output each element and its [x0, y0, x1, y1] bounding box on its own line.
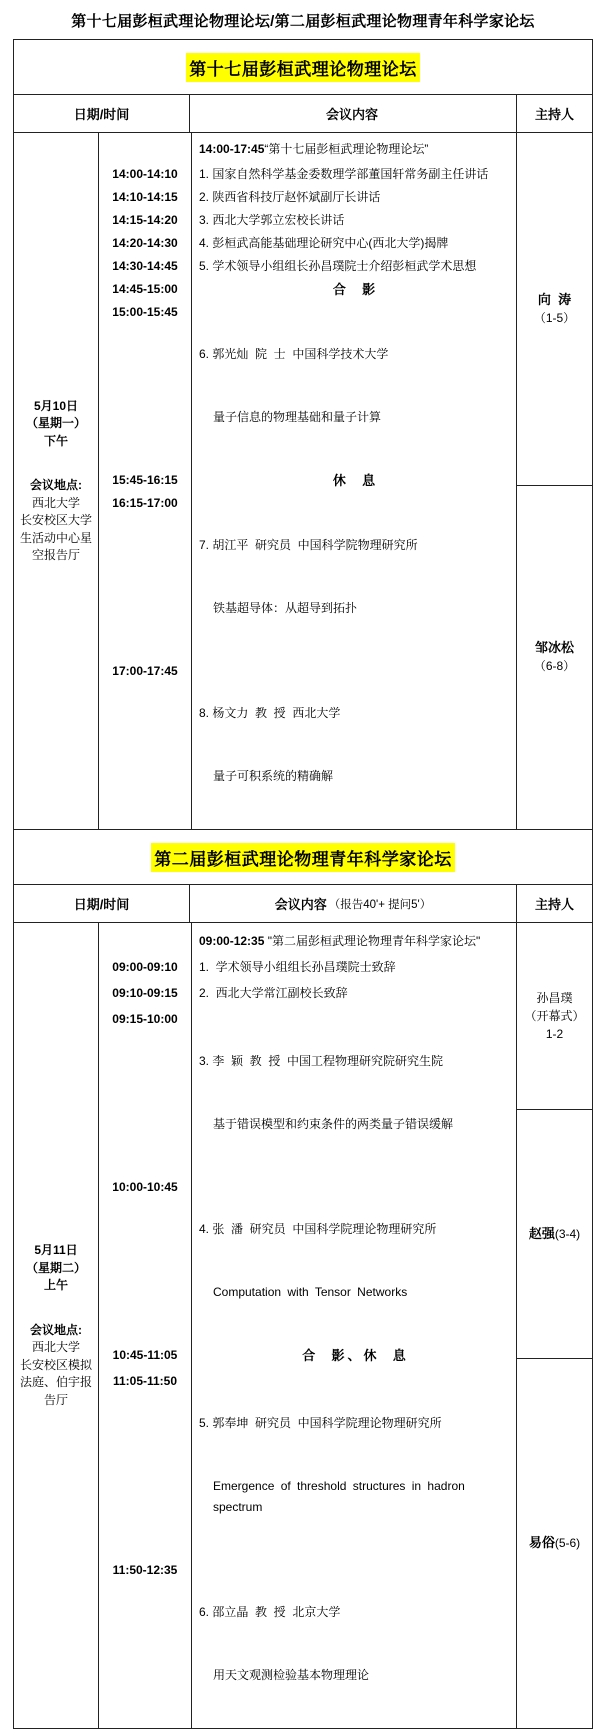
session-content: [191, 493, 516, 661]
moderator-cell: [517, 923, 592, 1109]
session-break-label: 休 息: [332, 473, 379, 488]
session-time: 11:05-11:50: [112, 1374, 178, 1388]
venue-line: 长安校区模拟: [19, 1357, 92, 1372]
session-content: 4. 彭桓武高能基础理论研究中心(西北大学)揭牌: [199, 236, 449, 250]
session-time: 10:00-10:45: [112, 1180, 178, 1194]
speaker-line: 5. 郭奉坤 研究员 中国科学院理论物理研究所: [199, 1416, 442, 1430]
venue-line: 法庭、伯宇报: [19, 1375, 92, 1389]
session-row: [99, 210, 516, 233]
page-title: 第十七届彭桓武理论物理论坛/第二届彭桓武理论物理青年科学家论坛: [71, 13, 535, 30]
moderator-cell: [517, 1109, 592, 1358]
session-span-title: “第十七届彭桓武理论物理论坛”: [264, 142, 429, 156]
session-content: 2. 陕西省科技厅赵怀斌副厅长讲话: [199, 190, 381, 204]
venue-line: 告厅: [43, 1392, 68, 1407]
session-row: [99, 256, 516, 279]
session-span-time: 09:00-12:35: [199, 934, 265, 948]
venue-line: 西北大学: [31, 495, 80, 510]
session-content: [191, 1560, 516, 1728]
speaker-line: 6. 郭光灿 院 士 中国科学技术大学: [199, 347, 389, 361]
section1-moderator-column: [516, 133, 592, 829]
column-header-datetime: 日期/时间: [14, 885, 190, 922]
session-time: 17:00-17:45: [112, 664, 178, 678]
talk-title-line: 铁基超导体：从超导到拓扑: [213, 601, 358, 615]
column-header-content: [190, 885, 517, 922]
talk-title-line: 用天文观测检验基本物理理论: [213, 1668, 370, 1682]
session-break-label: 合 影、休 息: [302, 1348, 409, 1363]
moderator-range: 1-2: [545, 1026, 564, 1041]
schedule-table: [13, 39, 593, 1729]
moderator-name: 易俗: [528, 1535, 555, 1551]
session-row: [99, 1177, 516, 1345]
session-time: 14:30-14:45: [112, 259, 178, 273]
session-date: 5月10日: [33, 398, 79, 413]
session-row: [99, 1009, 516, 1177]
session-content: 1. 国家自然科学基金委数理学部董国轩常务副主任讲话: [199, 167, 489, 181]
venue-line: 长安校区大学: [19, 513, 92, 527]
session-row: [99, 164, 516, 187]
moderator-line: [529, 1225, 580, 1243]
moderator-range: （6-8）: [533, 659, 576, 674]
section2-items: [99, 923, 516, 1728]
column-header-moderator: 主持人: [534, 107, 574, 122]
session-row: [99, 1560, 516, 1728]
session-content: [191, 1177, 516, 1345]
speaker-line: 7. 胡江平 研究员 中国科学院物理研究所: [199, 538, 418, 552]
session-row-break: [99, 1345, 516, 1371]
session-time: 15:00-15:45: [112, 305, 178, 319]
section2-date-cell: [14, 923, 99, 1728]
session-time: 09:00-09:10: [112, 960, 178, 974]
section1-items: [99, 133, 516, 829]
section2-header-row: [14, 885, 592, 923]
session-period: 上午: [43, 1278, 68, 1292]
session-time: 15:45-16:15: [112, 473, 178, 487]
session-time: 14:20-14:30: [112, 236, 178, 250]
venue-label: 会议地点:: [30, 1322, 82, 1337]
speaker-line: 4. 张 潘 研究员 中国科学院理论物理研究所: [199, 1222, 437, 1236]
column-header-content: [190, 95, 517, 132]
venue-line: 空报告厅: [31, 548, 80, 562]
session-row: [99, 139, 516, 164]
section2-moderator-column: [516, 923, 592, 1728]
session-time: 09:10-09:15: [112, 986, 178, 1000]
session-row: [99, 187, 516, 210]
moderator-name: 向 涛: [537, 291, 572, 307]
venue-line: 生活动中心星: [19, 530, 92, 545]
session-content: [191, 661, 516, 829]
column-header-datetime: 日期/时间: [14, 95, 190, 132]
moderator-note: （开幕式）: [524, 1008, 585, 1023]
section2-title: 第二届彭桓武理论物理青年科学家论坛: [151, 843, 455, 872]
session-time: 14:00-14:10: [112, 167, 178, 181]
venue-line: 西北大学: [31, 1340, 80, 1354]
session-time: 14:45-15:00: [112, 282, 178, 296]
session-row: [99, 957, 516, 983]
section1-header-row: [14, 95, 592, 133]
moderator-name: 邹冰松: [534, 640, 574, 656]
session-row-break: [99, 470, 516, 493]
session-weekday: （星期一）: [25, 416, 86, 430]
talk-title-line: 量子信息的物理基础和量子计算: [213, 410, 382, 424]
session-content: [191, 1371, 516, 1560]
talk-title-line: Computation with Tensor Networks: [213, 1285, 408, 1299]
session-row: [99, 233, 516, 256]
moderator-line: [529, 1534, 580, 1552]
session-title-line: [191, 931, 516, 952]
session-time: 14:15-14:20: [112, 213, 178, 227]
session-content: [191, 302, 516, 470]
moderator-range: (3-4): [554, 1226, 581, 1241]
session-content: 3. 西北大学郭立宏校长讲话: [199, 213, 345, 227]
talk-title-line: Emergence of threshold structures in hadron spectrum: [213, 1479, 472, 1514]
session-time: 10:45-11:05: [112, 1348, 178, 1362]
session-title-line: [191, 139, 516, 160]
session-time: 14:10-14:15: [112, 190, 178, 204]
session-span-time: 14:00-17:45: [199, 142, 265, 156]
session-span-title: "第二届彭桓武理论物理青年科学家论坛": [264, 934, 481, 948]
moderator-name: 赵强: [528, 1225, 555, 1241]
section1-title: 第十七届彭桓武理论物理论坛: [186, 53, 420, 82]
section1-body: [14, 133, 592, 830]
session-date: 5月11日: [34, 1243, 78, 1257]
session-row: [99, 493, 516, 661]
section1-date-cell: [14, 133, 99, 829]
session-row: [99, 931, 516, 957]
column-header-content-label: 会议内容: [325, 107, 378, 122]
session-time: 16:15-17:00: [112, 496, 178, 510]
speaker-line: 3. 李 颖 教 授 中国工程物理研究院研究生院: [199, 1054, 444, 1068]
session-row: [99, 983, 516, 1009]
venue-label: 会议地点:: [30, 478, 82, 492]
session-content: 5. 学术领导小组组长孙昌璞院士介绍彭桓武学术思想: [199, 259, 477, 273]
moderator-cell: [517, 1358, 592, 1728]
session-content: 2. 西北大学常江副校长致辞: [199, 986, 348, 1000]
speaker-line: 6. 邵立晶 教 授 北京大学: [199, 1605, 341, 1619]
column-header-content-label: 会议内容: [274, 897, 327, 912]
session-period: 下午: [43, 433, 68, 448]
speaker-line: 8. 杨文力 教 授 西北大学: [199, 706, 341, 720]
moderator-range: （1-5）: [533, 310, 576, 325]
talk-title-line: 量子可积系统的精确解: [213, 769, 334, 783]
moderator-name: 孙昌璞: [536, 990, 573, 1005]
session-time: 09:15-10:00: [112, 1012, 178, 1026]
moderator-cell: [517, 485, 592, 829]
session-row: [99, 661, 516, 829]
section1-title-row: [14, 40, 592, 95]
session-content: 1. 学术领导小组组长孙昌璞院士致辞: [199, 960, 396, 974]
session-break-label: 合 影: [332, 282, 379, 297]
session-time: 11:50-12:35: [112, 1563, 178, 1577]
moderator-range: (5-6): [554, 1536, 581, 1551]
section2-title-row: [14, 830, 592, 885]
moderator-cell: [517, 133, 592, 485]
column-header-moderator: 主持人: [534, 897, 574, 912]
session-row: [99, 1371, 516, 1560]
talk-title-line: 基于错误模型和约束条件的两类量子错误缓解: [213, 1117, 454, 1131]
session-weekday: （星期二）: [25, 1260, 86, 1275]
section2-body: [14, 923, 592, 1728]
column-header-content-note: （报告40'+ 提问5'）: [328, 898, 432, 911]
session-row: [99, 302, 516, 470]
session-row-photo: [99, 279, 516, 302]
session-content: [191, 1009, 516, 1177]
